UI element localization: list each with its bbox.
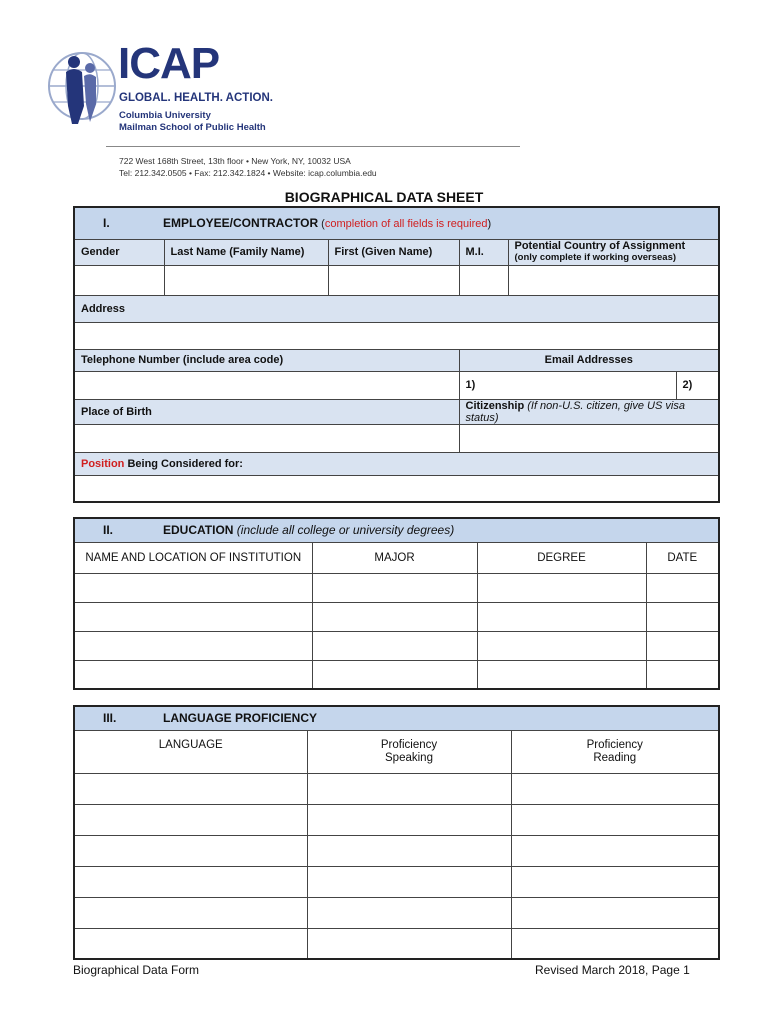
institution-cell[interactable] xyxy=(74,573,312,602)
last-name-field[interactable] xyxy=(164,265,328,295)
citizenship-note: (If non-U.S. citizen, give US visa status) xyxy=(465,399,685,424)
col-speaking-line2: Speaking xyxy=(385,751,433,764)
major-cell[interactable] xyxy=(312,573,477,602)
citizenship-label xyxy=(459,399,719,424)
table-row xyxy=(74,602,719,631)
address-field[interactable] xyxy=(74,322,719,349)
col-major: MAJOR xyxy=(312,542,477,573)
contact-line: Tel: 212.342.0505 • Fax: 212.342.1824 • Website: icap.columbia.edu xyxy=(119,168,377,178)
language-section-header xyxy=(74,706,719,730)
section-number: II. xyxy=(103,523,114,538)
employee-section-header xyxy=(74,207,719,239)
reading-cell[interactable] xyxy=(511,866,719,897)
col-institution: NAME AND LOCATION OF INSTITUTION xyxy=(74,542,312,573)
reading-cell[interactable] xyxy=(511,773,719,804)
degree-cell[interactable] xyxy=(477,573,646,602)
col-degree: DEGREE xyxy=(477,542,646,573)
email-label: Email Addresses xyxy=(459,349,719,371)
place-of-birth-field[interactable] xyxy=(74,424,459,452)
address-label: Address xyxy=(74,295,719,322)
position-rest: Being Considered for: xyxy=(124,457,243,470)
speaking-cell[interactable] xyxy=(307,866,511,897)
citizenship-field[interactable] xyxy=(459,424,719,452)
place-of-birth-label: Place of Birth xyxy=(74,399,459,424)
email-1-field[interactable]: 1) xyxy=(460,372,677,399)
speaking-cell[interactable] xyxy=(307,835,511,866)
language-cell[interactable] xyxy=(74,866,307,897)
gender-label: Gender xyxy=(74,239,164,265)
school-name: Mailman School of Public Health xyxy=(119,122,266,133)
speaking-cell[interactable] xyxy=(307,804,511,835)
major-cell[interactable] xyxy=(312,631,477,660)
table-row xyxy=(74,773,719,804)
required-note: completion of all fields is required xyxy=(324,218,488,231)
mi-field[interactable] xyxy=(459,265,508,295)
reading-cell[interactable] xyxy=(511,835,719,866)
brand-tagline: GLOBAL. HEALTH. ACTION. xyxy=(119,92,273,104)
position-label xyxy=(74,452,719,475)
speaking-cell[interactable] xyxy=(307,897,511,928)
table-row xyxy=(74,804,719,835)
institution-cell[interactable] xyxy=(74,602,312,631)
date-cell[interactable] xyxy=(646,660,719,689)
brand-name: ICAP xyxy=(118,39,220,88)
mi-label: M.I. xyxy=(459,239,508,265)
degree-cell[interactable] xyxy=(477,631,646,660)
table-row xyxy=(74,928,719,959)
icap-logo-icon xyxy=(44,44,116,126)
col-speaking-line1: Proficiency xyxy=(380,738,438,751)
table-row xyxy=(74,660,719,689)
reading-cell[interactable] xyxy=(511,897,719,928)
country-field[interactable] xyxy=(508,265,719,295)
language-cell[interactable] xyxy=(74,835,307,866)
citizenship-label-text: Citizenship xyxy=(465,399,525,412)
date-cell[interactable] xyxy=(646,631,719,660)
col-reading-line2: Reading xyxy=(593,751,637,764)
table-row xyxy=(74,631,719,660)
table-row xyxy=(74,897,719,928)
language-cell[interactable] xyxy=(74,804,307,835)
date-cell[interactable] xyxy=(646,573,719,602)
table-row xyxy=(74,835,719,866)
education-section xyxy=(73,517,720,690)
footer-revision: Revised March 2018, Page 1 xyxy=(535,963,690,977)
speaking-cell[interactable] xyxy=(307,773,511,804)
country-label xyxy=(508,239,719,265)
section-title: LANGUAGE PROFICIENCY xyxy=(163,711,318,726)
footer-form-name: Biographical Data Form xyxy=(73,963,200,977)
col-speaking xyxy=(307,730,511,773)
section-header xyxy=(74,207,719,239)
header-divider xyxy=(106,146,520,147)
last-name-label: Last Name (Family Name) xyxy=(164,239,328,265)
reading-cell[interactable] xyxy=(511,928,719,959)
email-2-field[interactable]: 2) xyxy=(682,378,693,391)
col-date: DATE xyxy=(646,542,719,573)
section-number: III. xyxy=(103,711,117,726)
table-row xyxy=(74,866,719,897)
country-note: (only complete if working overseas) xyxy=(514,252,677,263)
col-reading-line1: Proficiency xyxy=(586,738,643,751)
education-note: (include all college or university degrees) xyxy=(233,523,455,538)
note-open: ( xyxy=(318,218,325,231)
section-number: I. xyxy=(103,216,110,231)
language-cell[interactable] xyxy=(74,773,307,804)
degree-cell[interactable] xyxy=(477,602,646,631)
institution-cell[interactable] xyxy=(74,631,312,660)
major-cell[interactable] xyxy=(312,660,477,689)
note-close: ) xyxy=(487,218,492,231)
date-cell[interactable] xyxy=(646,602,719,631)
col-language: LANGUAGE xyxy=(74,730,307,773)
first-name-label: First (Given Name) xyxy=(328,239,459,265)
language-cell[interactable] xyxy=(74,897,307,928)
employee-section xyxy=(73,206,720,503)
reading-cell[interactable] xyxy=(511,804,719,835)
speaking-cell[interactable] xyxy=(307,928,511,959)
address-line: 722 West 168th Street, 13th floor • New York, NY, 10032 USA xyxy=(119,156,351,166)
email-fields xyxy=(459,371,719,399)
gender-field[interactable] xyxy=(74,265,164,295)
language-cell[interactable] xyxy=(74,928,307,959)
section-title: EMPLOYEE/CONTRACTOR xyxy=(163,216,319,231)
first-name-field[interactable] xyxy=(328,265,459,295)
position-word: Position xyxy=(81,457,125,470)
institution-cell[interactable] xyxy=(74,660,312,689)
language-section xyxy=(73,705,720,960)
country-label-text: Potential Country of Assignment xyxy=(514,240,686,252)
education-section-header xyxy=(74,518,719,542)
major-cell[interactable] xyxy=(312,602,477,631)
col-reading xyxy=(511,730,719,773)
university-name: Columbia University xyxy=(119,110,211,121)
position-field[interactable] xyxy=(74,475,719,502)
telephone-label: Telephone Number (include area code) xyxy=(74,349,459,371)
section-title: EDUCATION xyxy=(163,523,234,538)
degree-cell[interactable] xyxy=(477,660,646,689)
table-row xyxy=(74,573,719,602)
telephone-field[interactable] xyxy=(74,371,459,399)
page-title: BIOGRAPHICAL DATA SHEET xyxy=(284,189,484,205)
